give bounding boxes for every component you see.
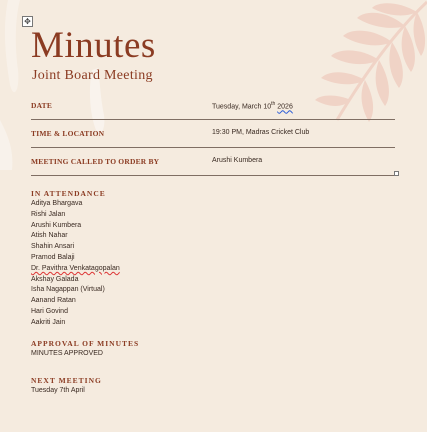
attendee-item[interactable]: Isha Nagappan (Virtual) bbox=[31, 286, 105, 294]
time-location-label: TIME & LOCATION bbox=[31, 129, 105, 138]
info-row-date bbox=[31, 92, 395, 120]
next-meeting-text[interactable]: Tuesday 7th April bbox=[31, 387, 85, 394]
attendee-item[interactable]: Aanand Ratan bbox=[31, 297, 76, 305]
attendee-item[interactable]: Rishi Jalan bbox=[31, 210, 66, 218]
next-meeting-heading: NEXT MEETING bbox=[31, 376, 102, 385]
attendee-item[interactable]: Aditya Bhargava bbox=[31, 200, 83, 207]
attendee-item[interactable]: Arushi Kumbera bbox=[31, 221, 82, 229]
approval-text[interactable]: MINUTES APPROVED bbox=[31, 350, 103, 357]
table-resize-handle[interactable] bbox=[394, 171, 399, 176]
called-to-order-value[interactable]: Arushi Kumbera bbox=[212, 157, 263, 164]
attendee-item[interactable]: Atish Nahar bbox=[31, 232, 68, 240]
document-title: Minutes bbox=[31, 25, 156, 66]
attendee-item[interactable]: Hari Govind bbox=[31, 307, 68, 315]
called-to-order-label: MEETING CALLED TO ORDER BY bbox=[31, 157, 160, 166]
date-label: DATE bbox=[31, 101, 53, 110]
approval-heading: APPROVAL OF MINUTES bbox=[31, 339, 140, 348]
meeting-info-table[interactable] bbox=[31, 92, 395, 176]
document-subtitle: Joint Board Meeting bbox=[32, 68, 153, 83]
attendance-heading: IN ATTENDANCE bbox=[31, 189, 106, 198]
table-move-handle-icon[interactable]: ✥ bbox=[22, 16, 33, 27]
attendee-item[interactable]: Akshay Galada bbox=[31, 275, 79, 283]
attendee-item[interactable] bbox=[31, 264, 120, 275]
date-year: 2026 bbox=[277, 103, 293, 111]
attendee-item[interactable]: Shahin Ansari bbox=[31, 243, 75, 251]
attendance-list bbox=[31, 199, 120, 329]
date-suffix: th bbox=[271, 101, 276, 107]
date-value[interactable] bbox=[212, 101, 293, 110]
attendee-item[interactable]: Aakriti Jain bbox=[31, 318, 66, 326]
info-row-called-to-order bbox=[31, 148, 395, 176]
attendee-name-spellcheck: Dr. Pavithra Venkatagopalan bbox=[31, 264, 120, 272]
attendee-item[interactable]: Pramod Balaji bbox=[31, 253, 75, 261]
info-row-time-location bbox=[31, 120, 395, 148]
date-main: Tuesday, March 10 bbox=[212, 103, 272, 111]
time-location-value[interactable]: 19:30 PM, Madras Cricket Club bbox=[212, 129, 310, 136]
